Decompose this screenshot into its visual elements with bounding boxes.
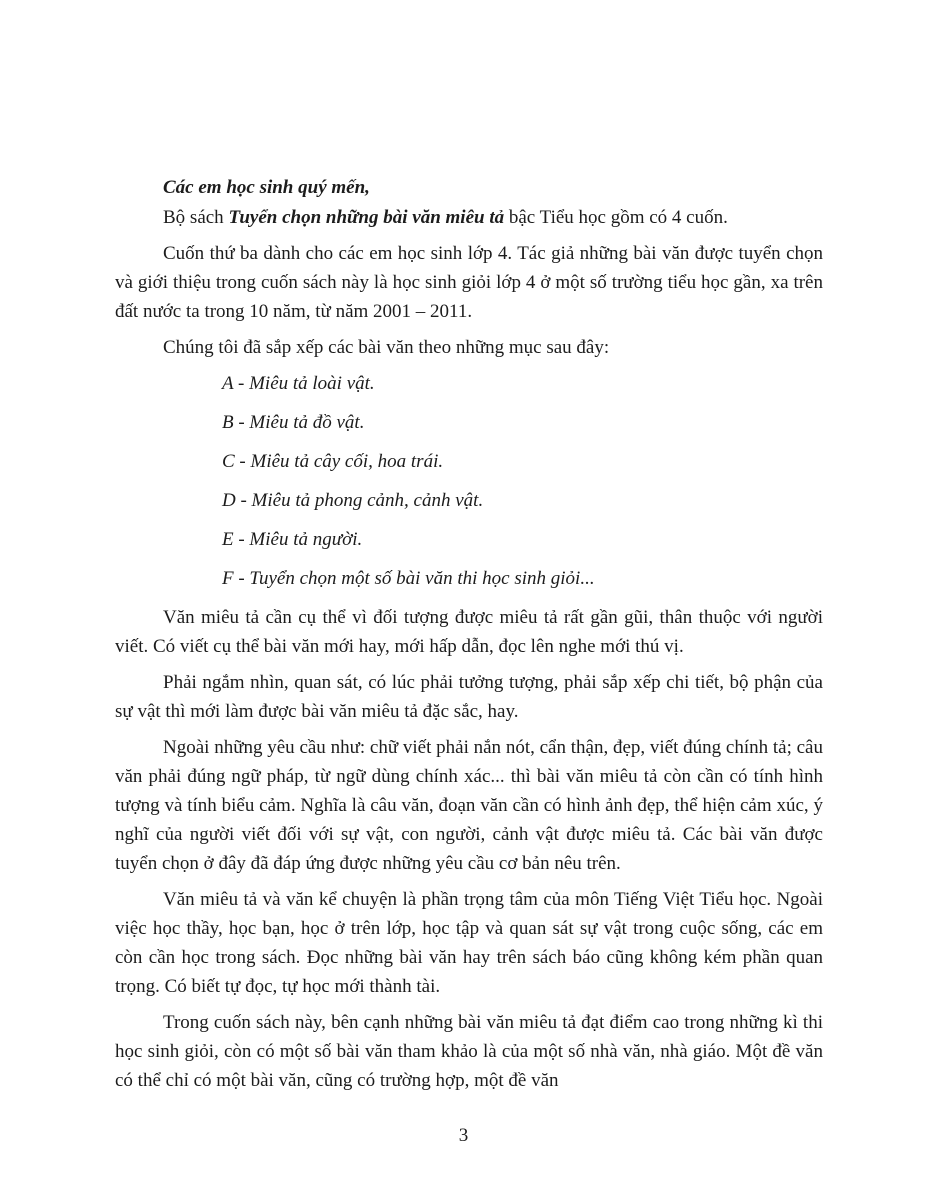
intro-prefix: Bộ sách (163, 207, 229, 228)
body-paragraph: Phải ngắm nhìn, quan sát, có lúc phải tưởng tượng, phải sắp xếp chi tiết, bộ phận của sự vật thì mới làm được bài văn miêu tả đặc sắc, hay. (115, 672, 823, 722)
body-paragraph: Văn miêu tả và văn kể chuyện là phần trọng tâm của môn Tiếng Việt Tiểu học. Ngoài việc học thầy, học bạn, học ở trên lớp, học tập và quan sát sự vật trong cuộc sống, các em còn cần học trong sách. Đọc những bài văn hay trên sách báo cũng không kém phần quan trọng. Có biết tự đọc, tự học mới thành tài. (115, 889, 823, 997)
body-paragraph: Ngoài những yêu cầu như: chữ viết phải nắn nót, cẩn thận, đẹp, viết đúng chính tả; câu văn phải đúng ngữ pháp, từ ngữ dùng chính xác... thì bài văn miêu tả còn cần có tính hình tượng và tính biểu cảm. Nghĩa là câu văn, đoạn văn cần có hình ảnh đẹp, thể hiện cảm xúc, ý nghĩ của người viết đối với sự vật, con người, cảnh vật được miêu tả. Các bài văn được tuyển chọn ở đây đã đáp ứng được những yêu cầu cơ bản nêu trên. (115, 737, 823, 874)
list-item: E - Miêu tả người. (222, 529, 363, 550)
body-paragraph: Cuốn thứ ba dành cho các em học sinh lớp 4. Tác giả những bài văn được tuyển chọn và giới thiệu trong cuốn sách này là học sinh giỏi lớp 4 ở một số trường tiểu học gần, xa trên đất nước ta trong 10 năm, từ năm 2001 – 2011. (115, 243, 823, 322)
list-item: D - Miêu tả phong cảnh, cảnh vật. (222, 490, 484, 511)
body-paragraph: Chúng tôi đã sắp xếp các bài văn theo những mục sau đây: (163, 337, 610, 358)
intro-paragraph (115, 203, 823, 232)
page-number: 3 (458, 1125, 469, 1146)
list-item: C - Miêu tả cây cối, hoa trái. (222, 451, 444, 472)
list-item: A - Miêu tả loài vật. (222, 373, 375, 394)
book-title: Tuyển chọn những bài văn miêu tả (228, 207, 505, 228)
page-content (115, 173, 823, 1102)
body-paragraph: Văn miêu tả cần cụ thể vì đối tượng được miêu tả rất gần gũi, thân thuộc với người viết. Có viết cụ thể bài văn mới hay, mới hấp dẫn, đọc lên nghe mới thú vị. (115, 607, 823, 657)
list-item: B - Miêu tả đồ vật. (222, 412, 365, 433)
intro-suffix: bậc Tiểu học gồm có 4 cuốn. (504, 207, 728, 228)
salutation: Các em học sinh quý mến, (163, 177, 370, 198)
list-item: F - Tuyển chọn một số bài văn thi học sinh giỏi... (222, 568, 595, 589)
section-list (222, 369, 823, 593)
body-paragraph: Trong cuốn sách này, bên cạnh những bài văn miêu tả đạt điểm cao trong những kì thi học sinh giỏi, còn có một số bài văn tham khảo là của một số nhà văn, nhà giáo. Một đề văn có thể chỉ có một bài văn, cũng có trường hợp, một đề văn (115, 1012, 823, 1091)
